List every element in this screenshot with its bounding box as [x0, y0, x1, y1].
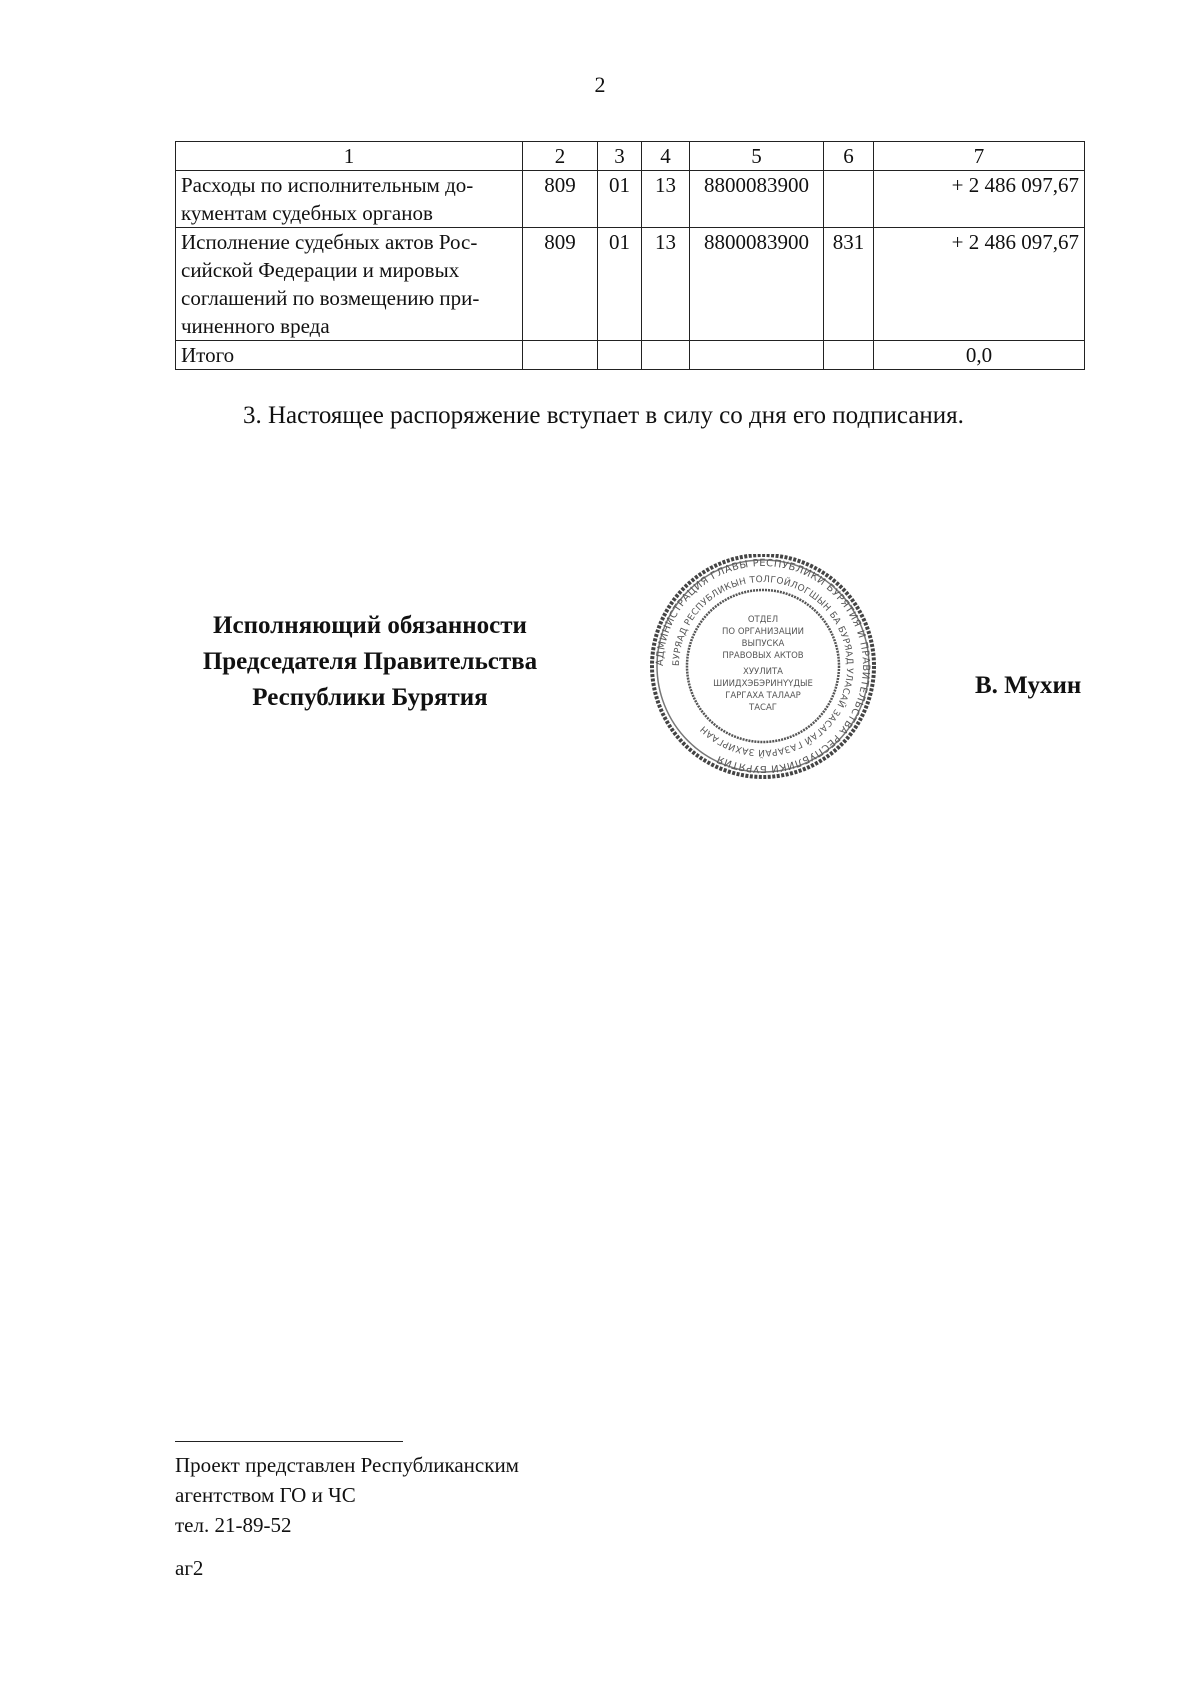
empty-cell [642, 341, 690, 370]
empty-cell [598, 341, 642, 370]
target-article-cell: 8800083900 [690, 171, 824, 228]
seal-inner-line: ВЫПУСКА [741, 639, 785, 649]
seal-inner-ring-text: БУРЯАД РЕСПУБЛИКЫН ТОЛГОЙЛОГШЫН БА БУРЯАД УЛАСАЙ ЗАСАГАЙ ГАЗАРАЙ ЗАХИРГААН [671, 574, 855, 758]
seal-inner-line: ТАСАГ [749, 703, 777, 713]
signer-name: В. Мухин [975, 672, 1082, 699]
total-value-cell: 0,0 [874, 341, 1085, 370]
target-article-cell: 8800083900 [690, 228, 824, 341]
seal-inner-line: ПО ОРГАНИЗАЦИИ [722, 627, 804, 637]
header-cell: 6 [824, 142, 874, 171]
table-row [176, 228, 1085, 341]
seal-inner-line: ОТДЕЛ [747, 615, 779, 625]
total-label-cell: Итого [176, 341, 523, 370]
header-cell: 3 [598, 142, 642, 171]
subsection-code-cell: 13 [642, 228, 690, 341]
empty-cell [690, 341, 824, 370]
page-number: 2 [594, 72, 606, 97]
expense-name-cell: Исполнение судебных актов Рос- сийской Федерации и мировых соглашений по возмещению при- чиненного вреда [176, 228, 523, 341]
official-seal-stamp [643, 554, 883, 779]
empty-cell [523, 341, 598, 370]
expense-name-cell: Расходы по исполнительным до- кументам судебных органов [176, 171, 523, 228]
ministry-code-cell: 809 [523, 228, 598, 341]
seal-inner-line: ХУУЛИТА [743, 667, 783, 677]
header-cell: 1 [176, 142, 523, 171]
footnote-divider [175, 1441, 403, 1442]
header-cell: 7 [874, 142, 1085, 171]
header-cell: 5 [690, 142, 824, 171]
header-cell: 2 [523, 142, 598, 171]
document-code: аг2 [175, 1556, 204, 1580]
expense-type-cell [824, 171, 874, 228]
amount-cell: + 2 486 097,67 [874, 228, 1085, 341]
seal-outer-ring-text: АДМИНИСТРАЦИЯ ГЛАВЫ РЕСПУБЛИКИ БУРЯТИЯ И ПРАВИТЕЛЬСТВА РЕСПУБЛИКИ БУРЯТИЯ [654, 557, 872, 775]
expense-type-cell: 831 [824, 228, 874, 341]
subsection-code-cell: 13 [642, 171, 690, 228]
table-row [176, 171, 1085, 228]
seal-inner-line: ГАРГАХА ТАЛААР [725, 691, 801, 701]
section-code-cell: 01 [598, 228, 642, 341]
table-header-row [176, 142, 1085, 171]
seal-inner-line: ШИИДХЭБЭРИНYYДЫЕ [713, 679, 813, 689]
clause-3-paragraph: 3. Настоящее распоряжение вступает в силу со дня его подписания. [243, 402, 964, 429]
amount-cell: + 2 486 097,67 [874, 171, 1085, 228]
footnote: Проект представлен Республиканским агентством ГО и ЧС тел. 21-89-52 [175, 1453, 519, 1537]
section-code-cell: 01 [598, 171, 642, 228]
seal-inner-line: ПРАВОВЫХ АКТОВ [722, 651, 804, 661]
empty-cell [824, 341, 874, 370]
table-total-row [176, 341, 1085, 370]
signer-position: Исполняющий обязанности Председателя Правительства Республики Бурятия [202, 612, 538, 711]
budget-table [175, 141, 1085, 370]
header-cell: 4 [642, 142, 690, 171]
ministry-code-cell: 809 [523, 171, 598, 228]
